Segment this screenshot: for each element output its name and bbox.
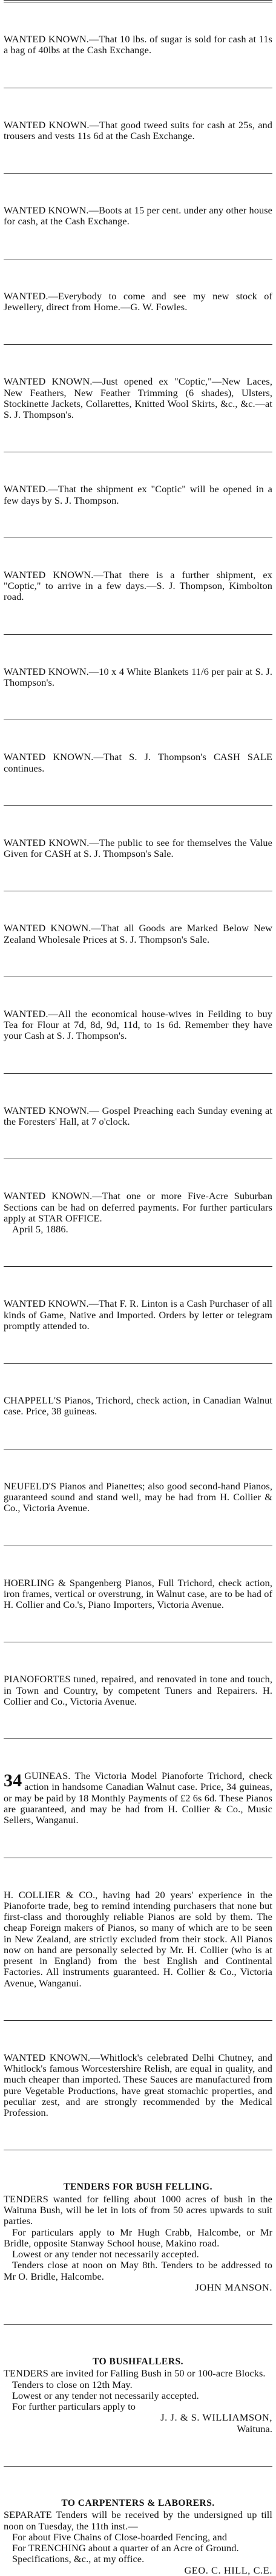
ad-text: WANTED KNOWN.—That all Goods are Marked Below New Zealand Wholesale Prices at S. J. Thompson's Sale. bbox=[4, 922, 272, 945]
ad-text: April 5, 1886. bbox=[12, 1223, 68, 1235]
ad-paragraph bbox=[4, 570, 272, 603]
ad-paragraph bbox=[4, 1890, 272, 1989]
classified-ad bbox=[4, 2356, 272, 2435]
ad-text: WANTED KNOWN.—That 10 lbs. of sugar is sold for cash at 11s a bag of 40lbs at the Cash Exchange. bbox=[4, 33, 272, 56]
ad-divider bbox=[4, 2324, 272, 2325]
classified-ad bbox=[4, 838, 272, 860]
ad-text: GUINEAS. The Victoria Model Pianoforte Trichord, check action in handsome Canadian Walnut case. Price, 34 guineas, or may be paid by 18 Monthly Payments of £2 6s 6d. These Pianos are guaranteed, and may be had from H. Collier & Co., Music Sellers, Wanganui. bbox=[4, 1770, 272, 1826]
classified-ad bbox=[4, 2182, 272, 2293]
ad-paragraph bbox=[4, 2249, 272, 2260]
classified-ad bbox=[4, 923, 272, 945]
ad-paragraph bbox=[4, 2509, 272, 2532]
ad-text: WANTED KNOWN.—That one or more Five-Acre Suburban Sections can be had on deferred payments. For further particulars apply at STAR OFFICE. bbox=[4, 1190, 272, 1224]
ad-paragraph bbox=[4, 2227, 272, 2249]
ad-text: H. COLLIER & CO., having had 20 years' experience in the Pianoforte trade, beg to remind intending purchasers that none but first-class and thoroughly reliable Pianos are sold by them. The cheap Foreign makers of Pianos, so many of which are to be seen in New Zealand, are strictly excluded from their stock. All Pianos now on hand are personally selected by Mr. H. Collier (who is at present in England) from the best English and Continental Factories. All instruments guaranteed. H. Collier & Co., Victoria Avenue, Wanganui. bbox=[4, 1888, 272, 1989]
ad-paragraph bbox=[4, 2052, 272, 2119]
ad-paragraph bbox=[4, 2554, 272, 2565]
ad-paragraph bbox=[4, 120, 272, 142]
classified-ad bbox=[4, 2052, 272, 2119]
ad-text: WANTED.—Everybody to come and see my new stock of Jewellery, direct from Home.—G. W. Fowles. bbox=[4, 290, 272, 313]
classified-ad bbox=[4, 1395, 272, 1417]
classified-ad bbox=[4, 666, 272, 689]
ad-paragraph bbox=[4, 2260, 272, 2282]
ad-text: WANTED KNOWN.—Just opened ex "Coptic,"—New Laces, New Feathers, New Feather Trimming (6 shades), Ulsters, Stockinette Jackets, Collarettes, Knitted Wool Skirts, &c., &c.—at S. J. Thompson's. bbox=[4, 376, 272, 421]
ad-text: WANTED KNOWN.—10 x 4 White Blankets 11/6 per pair at S. J. Thompson's. bbox=[4, 665, 272, 688]
ad-paragraph bbox=[4, 2543, 272, 2554]
ad-paragraph bbox=[4, 923, 272, 945]
ad-paragraph bbox=[4, 2532, 272, 2543]
classified-ad bbox=[4, 291, 272, 313]
ad-text: WANTED KNOWN.—Boots at 15 per cent. under any other house for cash, at the Cash Exchange. bbox=[4, 204, 272, 227]
classified-ad bbox=[4, 1771, 272, 1826]
ad-text: WANTED KNOWN.— Gospel Preaching each Sunday evening at the Foresters' Hall, at 7 o'clock. bbox=[4, 1104, 272, 1128]
ad-paragraph bbox=[4, 205, 272, 227]
ad-divider bbox=[4, 344, 272, 345]
classified-ad bbox=[4, 484, 272, 506]
ad-text: Lowest or any tender not necessarily accepted. bbox=[12, 2389, 199, 2401]
classified-ad bbox=[4, 752, 272, 774]
ad-paragraph bbox=[4, 2379, 272, 2390]
ad-paragraph bbox=[4, 376, 272, 420]
ad-text: WANTED KNOWN.—That there is a further shipment, ex "Coptic," to arrive in a few days.—S. J. Thompson, Kimbolton road. bbox=[4, 568, 272, 603]
ad-paragraph bbox=[4, 1224, 272, 1235]
ad-text: PIANOFORTES tuned, repaired, and renovated in tone and touch, in Town and Country, by competent Tuners and Repairers. H. Collier and Co., Victoria Avenue. bbox=[4, 1673, 272, 1707]
ad-paragraph bbox=[4, 1298, 272, 1332]
ad-paragraph bbox=[4, 2401, 272, 2412]
ad-paragraph bbox=[4, 1009, 272, 1042]
ad-text: WANTED.—All the economical house-wives in Feilding to buy Tea for Flour at 7d, 8d, 9d, 11d, to 1s 6d. Remember they have your Cash at S. J. Thompson's. bbox=[4, 1007, 272, 1042]
ad-paragraph bbox=[4, 2194, 272, 2227]
ad-divider bbox=[4, 1073, 272, 1074]
ad-text: SEPARATE Tenders will be received by the undersigned up till noon on Tuesday, the 11th inst.— bbox=[4, 2509, 272, 2532]
classified-ad bbox=[4, 376, 272, 420]
ad-paragraph bbox=[4, 484, 272, 506]
ad-large-figure: 34 bbox=[4, 1771, 22, 1791]
ad-text: Tenders close at noon on May 8th. Tenders to be addressed to Mr O. Bridle, Halcombe. bbox=[4, 2259, 272, 2282]
ad-text: WANTED KNOWN.—The public to see for themselves the Value Given for CASH at S. J. Thompson's Sale. bbox=[4, 836, 272, 860]
ad-paragraph bbox=[4, 34, 272, 56]
ad-heading: TO BUSHFALLERS. bbox=[93, 2356, 183, 2367]
ad-paragraph bbox=[4, 838, 272, 860]
ad-text: Specifications, &c., at my office. bbox=[12, 2553, 145, 2565]
ad-paragraph bbox=[4, 1481, 272, 1514]
ad-text: WANTED KNOWN.—That good tweed suits for cash at 25s, and trousers and vests 11s 6d at the Cash Exchange. bbox=[4, 119, 272, 141]
ad-heading: TENDERS FOR BUSH FELLING. bbox=[64, 2182, 212, 2193]
ad-text: Tenders to close on 12th May. bbox=[12, 2378, 133, 2390]
ad-divider bbox=[4, 173, 272, 174]
classified-ad bbox=[4, 570, 272, 603]
ad-text: For further particulars apply to bbox=[12, 2401, 136, 2413]
classified-ad bbox=[4, 1009, 272, 1042]
ad-text: TENDERS are invited for Falling Bush in 50 or 100-acre Blocks. bbox=[4, 2367, 266, 2379]
classified-ad bbox=[4, 1105, 272, 1128]
ad-text: WANTED KNOWN.—That S. J. Thompson's CASH SALE continues. bbox=[4, 751, 272, 774]
classified-ad bbox=[4, 1578, 272, 1611]
ad-text: HOERLING & Spangenberg Pianos, Full Trichord, check action, iron frames, vertical or overstrung, in Walnut case, are to be had of H. Collier and Co.'s, Piano Importers, Victoria Avenue. bbox=[4, 1576, 272, 1611]
ad-paragraph bbox=[4, 752, 272, 774]
ad-text: CHAPPELL'S Pianos, Trichord, check action, in Canadian Walnut case. Price, 38 guineas. bbox=[4, 1394, 272, 1417]
ad-signature-place: Waituna. bbox=[237, 2422, 272, 2435]
classified-ad bbox=[4, 205, 272, 227]
classified-ad bbox=[4, 34, 272, 56]
ad-divider bbox=[4, 1738, 272, 1739]
ad-paragraph bbox=[4, 1674, 272, 1707]
ad-heading: TO CARPENTERS & LABORERS. bbox=[61, 2498, 215, 2508]
classified-ad bbox=[4, 2498, 272, 2576]
ad-paragraph bbox=[4, 291, 272, 313]
ad-paragraph bbox=[4, 1578, 272, 1611]
ad-paragraph bbox=[4, 1191, 272, 1224]
top-rule bbox=[4, 0, 272, 2]
ad-text: For TRENCHING about a quarter of an Acre of Ground. bbox=[12, 2542, 239, 2554]
classified-ad bbox=[4, 1481, 272, 1514]
classified-ad bbox=[4, 120, 272, 142]
ad-paragraph bbox=[4, 1105, 272, 1128]
ad-text: For about Five Chains of Close-boarded Fencing, and bbox=[12, 2531, 228, 2543]
ad-text: TENDERS wanted for felling about 1000 acres of bush in the Waituna Bush, will be let in lots of from 50 acres upwards to suit parties. bbox=[4, 2193, 272, 2227]
ad-text: Lowest or any tender not necessarily accepted. bbox=[12, 2248, 199, 2260]
ad-divider bbox=[4, 1363, 272, 1364]
ad-divider bbox=[4, 2020, 272, 2021]
ad-text: WANTED.—That the shipment ex "Coptic" will be opened in a few days by S. J. Thompson. bbox=[4, 483, 272, 506]
ad-text: NEUFELD'S Pianos and Pianettes; also good second-hand Pianos, guaranteed sound and stand well, may be had from H. Collier & Co., Victoria Avenue. bbox=[4, 1480, 272, 1514]
ad-divider bbox=[4, 2466, 272, 2467]
ad-signature: JOHN MANSON. bbox=[195, 2281, 272, 2293]
ad-paragraph bbox=[4, 1771, 272, 1826]
ad-divider bbox=[4, 1266, 272, 1267]
classified-ad bbox=[4, 1191, 272, 1235]
ad-paragraph bbox=[4, 2368, 272, 2379]
classified-ad bbox=[4, 1890, 272, 1989]
ad-text: WANTED KNOWN.—That F. R. Linton is a Cash Purchaser of all kinds of Game, Native and Imported. Orders by letter or telegram promptly attended to. bbox=[4, 1298, 272, 1332]
ad-paragraph bbox=[4, 1395, 272, 1417]
ad-text: For particulars apply to Mr Hugh Crabb, Halcombe, or Mr Bridle, opposite Stanway School house, Makino road. bbox=[4, 2226, 272, 2249]
ad-divider bbox=[4, 805, 272, 806]
ad-paragraph bbox=[4, 666, 272, 689]
ad-text: WANTED KNOWN.—Whitlock's celebrated Delhi Chutney, and Whitlock's famous Worcestershire Relish, are equal in quality, and much cheaper than imported. These Sauces are manufactured from pure Vegetable Productions, have great stomachic properties, and peculiar zest, and are strongly recommended by the Medical Profession. bbox=[4, 2051, 272, 2119]
ad-paragraph bbox=[4, 2390, 272, 2401]
ad-divider bbox=[4, 634, 272, 635]
classified-ad bbox=[4, 1298, 272, 1332]
classified-ad bbox=[4, 1674, 272, 1707]
ad-signature: J. J. & S. WILLIAMSON, bbox=[160, 2412, 272, 2424]
ad-signature: GEO. C. HILL, C.E. bbox=[184, 2564, 272, 2576]
